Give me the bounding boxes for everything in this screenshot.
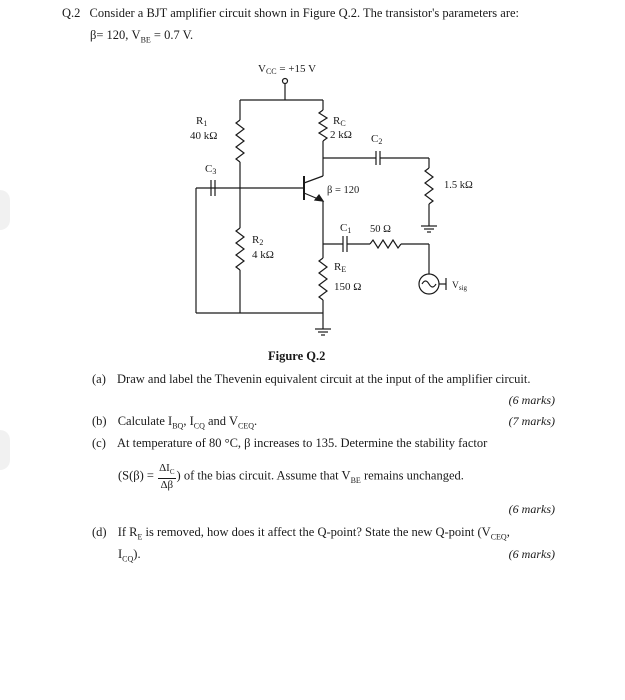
r1-value: 40 kΩ (190, 130, 218, 142)
re-label: RE (334, 261, 347, 274)
rc-label: RC (333, 115, 346, 128)
c3-label: C3 (205, 163, 217, 176)
rl-value: 1.5 kΩ (444, 180, 473, 191)
part-c: (c) At temperature of 80 °C, β increases to 135. Determine the stability factor (92, 436, 488, 450)
fraction: $\Delta I_C$ Δβ (159, 462, 175, 492)
transistor-parameters: β= 120, $V_{BE} = 0.7$ V. (90, 28, 194, 45)
rs-value: 50 Ω (370, 224, 391, 235)
c2-label: C2 (371, 133, 383, 146)
part-b-marks: (7 marks) (508, 414, 555, 428)
transistor-collector (304, 176, 323, 183)
part-b: (b) Calculate $I_{BQ}$, $I_{CQ}$ and $V_{CEQ}$. (92, 414, 258, 431)
part-d: (d) If $R_E$ is removed, how does it affect the Q-point? State the new Q-point ($V_{CEQ}$, (92, 525, 510, 542)
figure-caption: Figure Q.2 (268, 349, 326, 363)
r2-label: R2 (252, 234, 264, 247)
emitter-arrow (315, 195, 323, 201)
vcc-terminal (283, 79, 288, 84)
beta-label: β = 120 (327, 185, 360, 196)
r2-resistor (236, 228, 244, 270)
part-c-formula: (S(β) = $\Delta I_C$ Δβ ) of the bias circuit. Assume that $V_{BE}$ remains unchanged. (118, 462, 464, 492)
c1-label: C1 (340, 222, 352, 235)
bjt-amplifier-circuit (0, 0, 625, 345)
re-value: 150 Ω (334, 281, 362, 293)
part-a-marks: (6 marks) (508, 393, 555, 407)
part-d-line2: $I_{CQ}$). (118, 547, 141, 564)
ac-wave-icon (422, 281, 436, 287)
r2-value: 4 kΩ (252, 249, 274, 261)
rc-resistor (319, 110, 327, 141)
vcc-label: VCC = +15 V (258, 63, 317, 76)
page-edge-shadow (0, 430, 10, 470)
part-d-marks: (6 marks) (508, 547, 555, 561)
re-resistor (319, 258, 327, 300)
rc-value: 2 kΩ (330, 129, 352, 141)
rl-resistor (425, 168, 433, 204)
rs-resistor (370, 240, 401, 248)
vsig-label: $V_{sig}$ (452, 281, 468, 292)
part-a: (a) Draw and label the Thevenin equivalent circuit at the input of the amplifier circuit. (92, 372, 531, 386)
question-number: Q.2 (62, 6, 81, 20)
r1-resistor (236, 120, 244, 162)
question-intro: Consider a BJT amplifier circuit shown in Figure Q.2. The transistor's parameters are: (89, 6, 519, 20)
part-c-marks: (6 marks) (508, 502, 555, 516)
r1-label: R1 (196, 115, 208, 128)
